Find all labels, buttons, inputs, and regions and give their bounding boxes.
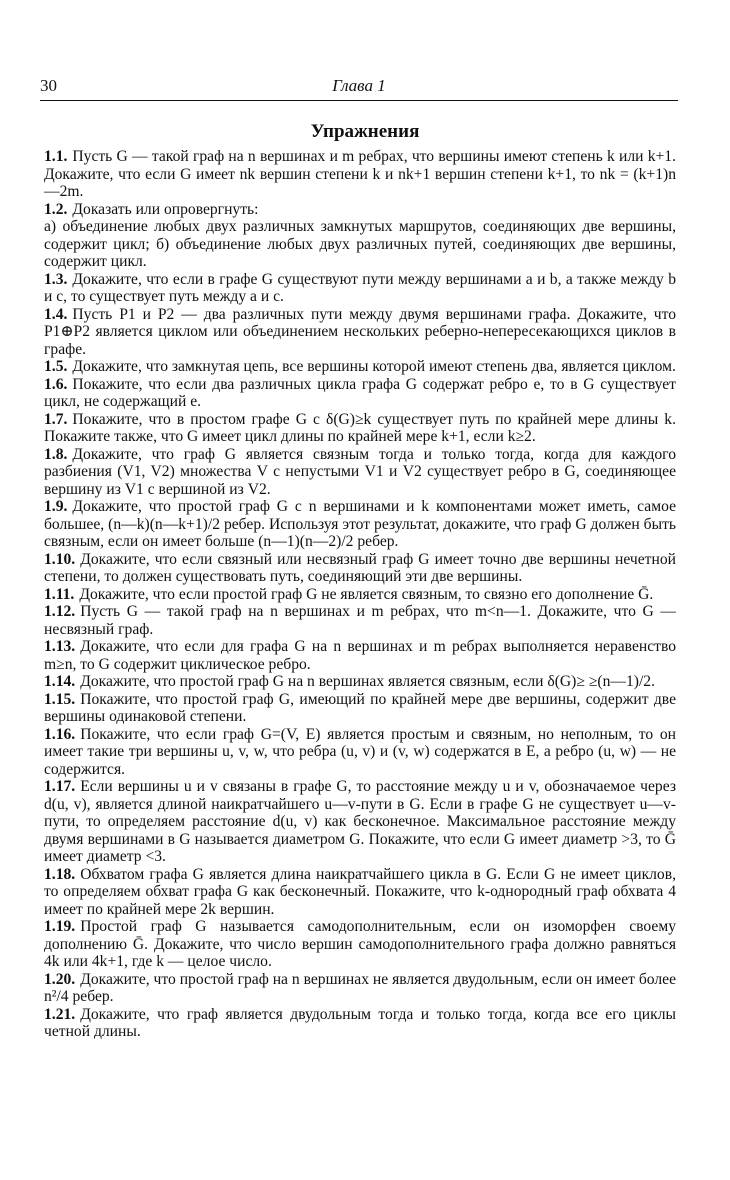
exercise-1-5 [44, 358, 676, 376]
exercise-1-9 [44, 498, 676, 551]
exercise-number: 1.8. [44, 445, 68, 463]
exercise-1-18 [44, 866, 676, 919]
exercise-text: Докажите, что граф является двудольным тогда и только тогда, когда все его циклы четной длины. [44, 1005, 676, 1040]
exercise-text: Покажите, что если два различных цикла графа G содержат ребро e, то в G существует цикл, не содержащий e. [44, 375, 676, 410]
exercise-1-20 [44, 971, 676, 1006]
exercise-text: Доказать или опровергнуть: а) объединение любых двух различных замкнутых маршрутов, соединяющих две вершины, содержит цикл; б) объединение любых двух различных путей, соединяющих две вершины, содержит цикл. [44, 200, 676, 270]
exercise-1-17 [44, 778, 676, 866]
exercise-number: 1.3. [44, 270, 68, 288]
exercise-number: 1.6. [44, 375, 68, 393]
exercise-number: 1.21. [44, 1005, 76, 1023]
exercise-number: 1.16. [44, 725, 76, 743]
exercise-1-13 [44, 638, 676, 673]
exercise-number: 1.15. [44, 690, 76, 708]
exercise-number: 1.10. [44, 550, 76, 568]
exercise-1-6 [44, 376, 676, 411]
exercise-number: 1.11. [44, 585, 75, 603]
exercise-number: 1.20. [44, 970, 76, 988]
exercise-number: 1.14. [44, 673, 76, 690]
exercise-1-4 [44, 306, 676, 359]
exercise-text: Покажите, что в простом графе G с δ(G)≥k существует путь по крайней мере длины k. Покажите также, что G имеет цикл длины по крайней мере k+1, если k≥2. [44, 410, 676, 445]
chapter-title: Глава 1 [332, 76, 386, 95]
exercise-1-11 [44, 586, 676, 604]
exercise-text: Докажите, что если в графе G существуют пути между вершинами a и b, а также между b и c, то существует путь между a и c. [44, 270, 676, 305]
section-title: Упражнения [310, 121, 420, 142]
exercise-number: 1.2. [44, 200, 68, 218]
exercise-number: 1.4. [44, 305, 68, 323]
exercise-1-15 [44, 691, 676, 726]
exercise-text: Докажите, что простой граф G на n вершинах является связным, если δ(G)≥ ≥(n—1)/2. [80, 673, 655, 690]
exercise-1-7 [44, 411, 676, 446]
exercise-text: Пусть G — такой граф на n вершинах и m ребрах, что m<n—1. Докажите, что G — несвязный граф. [44, 603, 676, 638]
exercise-number: 1.5. [44, 358, 68, 375]
exercise-list [44, 148, 676, 1041]
exercise-text: Докажите, что если простой граф G не является связным, то связно его дополнение Ḡ. [79, 585, 654, 603]
exercise-1-2 [44, 201, 676, 271]
exercise-1-12 [44, 603, 676, 638]
exercise-number: 1.1. [44, 148, 68, 165]
exercise-number: 1.7. [44, 410, 68, 428]
exercise-text: Докажите, что граф G является связным тогда и только тогда, когда для каждого разбиения (V1, V2) множества V с непустыми V1 и V2 существует ребро в G, соединяющее вершину из V1 с вершиной из V2. [44, 445, 676, 498]
exercise-1-3 [44, 271, 676, 306]
exercise-text: Докажите, что если связный или несвязный граф G имеет точно две вершины нечетной степени, то должен существовать путь, соединяющий эти две вершины. [44, 550, 676, 585]
exercise-number: 1.13. [44, 638, 76, 655]
exercise-number: 1.18. [44, 865, 76, 883]
page-number: 30 [40, 76, 57, 95]
exercise-1-10 [44, 551, 676, 586]
exercise-text: Докажите, что простой граф G с n вершинами и k компонентами может иметь, самое большее, (n—k)(n—k+1)/2 ребер. Используя этот результат, докажите, что граф G должен быть связным, если он имеет больше (n—1)(n—2)/2 ребер. [44, 498, 676, 550]
exercise-text: Пусть G — такой граф на n вершинах и m ребрах, что вершины имеют степень k или k+1. Докажите, что если G имеет nk вершин степени k и nk+1 вершин степени k+1, то nk = (k+1)n—2m. [44, 148, 676, 200]
exercise-number: 1.17. [44, 778, 76, 795]
exercise-text: Простой граф G называется самодополнительным, если он изоморфен своему дополнению Ḡ. Докажите, что число вершин самодополнительного графа должно равняться 4k или 4k+1, где k — целое число. [44, 918, 676, 970]
exercise-1-21 [44, 1006, 676, 1041]
exercise-text: Пусть P1 и P2 — два различных пути между двумя вершинами графа. Докажите, что P1⊕P2 является циклом или объединением нескольких реберно-непересекающихся циклов в графе. [44, 305, 676, 358]
exercise-1-19 [44, 918, 676, 971]
exercise-text: Докажите, что если для графа G на n вершинах и m ребрах выполняется неравенство m≥n, то G содержит циклическое ребро. [44, 638, 676, 673]
exercise-text: Покажите, что если граф G=(V, E) является простым и связным, но неполным, то он имеет такие три вершины u, v, w, что ребра (u, v) и (v, w) содержатся в E, а ребро (u, w) — не содержится. [44, 725, 676, 778]
exercise-number: 1.12. [44, 603, 76, 620]
exercise-1-1 [44, 148, 676, 201]
exercise-text: Покажите, что простой граф G, имеющий по крайней мере две вершины, содержит две вершины одинаковой степени. [44, 690, 676, 725]
exercise-number: 1.9. [44, 498, 68, 515]
exercise-1-14 [44, 673, 676, 691]
exercise-text: Если вершины u и v связаны в графе G, то расстояние между u и v, обозначаемое через d(u, v), является длиной наикратчайшего u—v-пути в G. Если в графе G не существует u—v-пути, то определяем расстояние d(u, v) как бесконечное. Максимальное расстояние между двумя вершинами в G называется диаметром G. Покажите, что если G имеет диаметр >3, то Ḡ имеет диаметр <3. [44, 778, 676, 865]
exercise-number: 1.19. [44, 918, 76, 935]
exercise-text: Обхватом графа G является длина наикратчайшего цикла в G. Если G не имеет циклов, то определяем обхват графа G как бесконечный. Покажите, что k-однородный граф обхвата 4 имеет по крайней мере 2k вершин. [44, 865, 676, 918]
exercise-text: Докажите, что простой граф на n вершинах не является двудольным, если он имеет более n²/4 ребер. [44, 970, 676, 1005]
header-rule [40, 100, 678, 101]
exercise-text: Докажите, что замкнутая цепь, все вершины которой имеют степень два, является циклом. [72, 358, 676, 375]
exercise-1-8 [44, 446, 676, 499]
exercise-1-16 [44, 726, 676, 779]
